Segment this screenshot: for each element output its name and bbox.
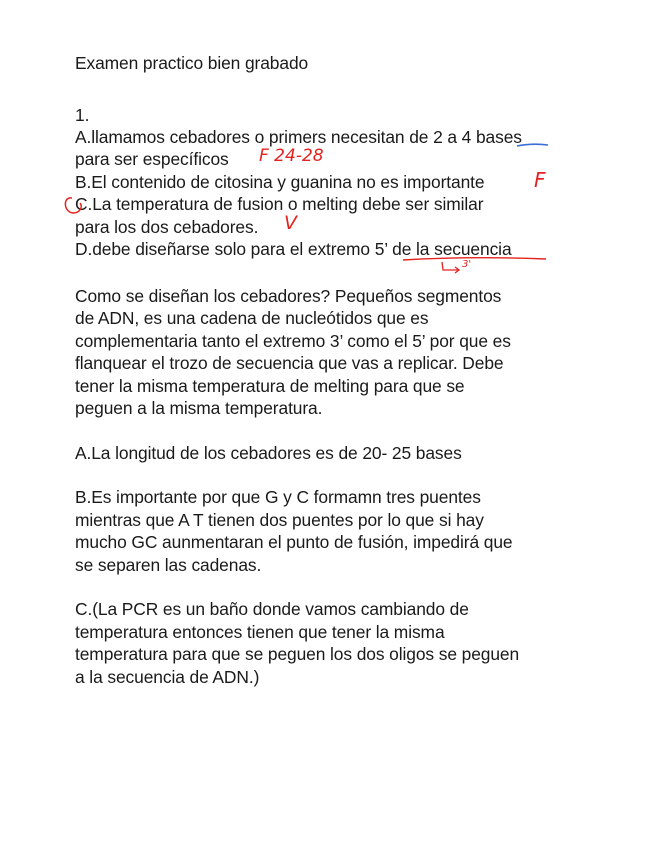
bases-underline — [517, 144, 548, 146]
option-a-line-2: para ser específicos — [75, 149, 229, 169]
paragraph-line: de ADN, es una cadena de nucleótidos que es — [75, 308, 429, 328]
handwritten-note-d: 3' — [462, 259, 472, 270]
answer-c-line: temperatura entonces tienen que tener la misma — [75, 622, 445, 642]
answer-c-line: C.(La PCR es un baño donde vamos cambiando de — [75, 599, 469, 619]
answer-b-line: mucho GC aunmentaran el punto de fusión, impedirá que — [75, 532, 513, 552]
answer-c-line: temperatura para que se peguen los dos oligos se peguen — [75, 644, 520, 664]
paragraph-line: tener la misma temperatura de melting para que se — [75, 376, 465, 396]
secuencia-arrow — [442, 262, 459, 273]
answer-c-line: a la secuencia de ADN.) — [75, 667, 260, 687]
option-d: D.debe diseñarse solo para el extremo 5’ de la secuencia — [75, 239, 512, 259]
answer-b-line: B.Es importante por que G y C formamn tres puentes — [75, 487, 481, 507]
document-title: Examen practico bien grabado — [75, 53, 309, 73]
secuencia-underline — [403, 258, 546, 260]
option-c-line-1: C.La temperatura de fusion o melting debe ser similar — [75, 194, 484, 214]
option-c-circle-mark — [65, 198, 81, 213]
question-number: 1. — [75, 105, 90, 125]
handwritten-mark-b: F — [534, 168, 546, 192]
answer-b-line: se separen las cadenas. — [75, 555, 262, 575]
paragraph-line: complementaria tanto el extremo 3’ como el 5’ por que es — [75, 331, 511, 351]
option-c-line-2: para los dos cebadores. — [75, 217, 259, 237]
option-a-line-1: A.llamamos cebadores o primers necesitan de 2 a 4 bases — [75, 127, 522, 147]
answer-a: A.La longitud de los cebadores es de 20- 25 bases — [75, 443, 462, 463]
answer-b-line: mientras que A T tienen dos puentes por lo que si hay — [75, 510, 484, 530]
option-b: B.El contenido de citosina y guanina no es importante — [75, 172, 485, 192]
paragraph-line: flanquear el trozo de secuencia que vas a replicar. Debe — [75, 353, 504, 373]
handwritten-mark-c: V — [284, 212, 297, 234]
paragraph-line: Como se diseñan los cebadores? Pequeños segmentos — [75, 286, 502, 306]
handwritten-note-a: F 24-28 — [259, 146, 324, 166]
paragraph-line: peguen a la misma temperatura. — [75, 398, 323, 418]
